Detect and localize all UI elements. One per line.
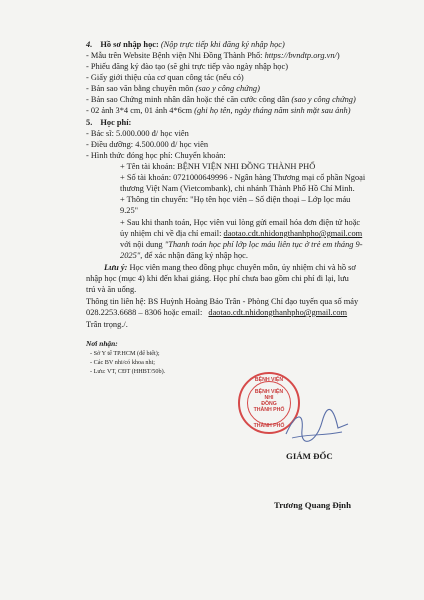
bank-account-number: + Số tài khoản: 0721000649996 - Ngân hàng Thương mại cổ phần Ngoại — [120, 173, 366, 182]
seal-center-line: BỆNH VIỆN — [254, 389, 284, 395]
list-item: - Bản sao văn bằng chuyên môn (sao y công chứng) — [86, 84, 260, 93]
recipient-item: - Các BV nhi/có khoa nhi; — [90, 359, 156, 366]
recipients-title: Nơi nhận: — [86, 339, 118, 348]
transfer-info-cont: 9.25" — [120, 206, 139, 215]
transfer-info: + Thông tin chuyển: "Họ tên học viên – Số điện thoại – Lớp lọc máu — [120, 195, 351, 204]
website-line: - Mẫu trên Website Bệnh viện Nhi Đồng Thành Phố: https://bvndtp.org.vn/) — [86, 51, 340, 60]
note-line-3: trú và ăn uống. — [86, 285, 137, 294]
list-item: - Giấy giới thiệu của cơ quan công tác (nếu có) — [86, 73, 244, 82]
closing: Trân trọng./. — [86, 320, 128, 329]
invoice-line-2: ủy nhiệm chi về địa chỉ email: daotao.cdt.nhidongthanhpho@gmail.com — [120, 229, 363, 238]
seal-ring-top: BỆNH VIỆN — [254, 377, 284, 383]
bank-account-name: + Tên tài khoản: BỆNH VIỆN NHI ĐỒNG THÀNH PHỐ — [120, 162, 316, 171]
website-link[interactable]: https://bvndtp.org.vn/ — [264, 51, 337, 60]
section-5-heading: 5. Học phí: — [86, 118, 132, 127]
list-item: - Phiếu đăng ký đào tạo (sẽ ghi trực tiếp vào ngày nhập học) — [86, 62, 288, 71]
seal-center-line: THÀNH PHỐ — [253, 407, 285, 413]
recipient-item: - Lưu: VT, CĐT (HHBT/50b). — [90, 368, 166, 375]
seal-center-line: NHI — [264, 395, 274, 401]
seal-ring-bottom: THÀNH PHỐ — [253, 423, 285, 429]
invoice-line-4: 2025", để xác nhận đăng ký nhập học. — [120, 251, 248, 260]
bank-branch: thương Việt Nam (Vietcombank), chi nhánh Thành Phố Hồ Chí Minh. — [120, 184, 355, 193]
payment-method: - Hình thức đóng học phí: Chuyển khoản: — [86, 151, 226, 160]
invoice-line-1: + Sau khi thanh toán, Học viên vui lòng gửi email hóa đơn điện tử hoặc — [120, 218, 361, 227]
invoice-email-link[interactable]: daotao.cdt.nhidongthanhpho@gmail.com — [223, 229, 363, 238]
signer-name: Trương Quang Định — [274, 500, 351, 510]
invoice-line-3: với nội dung "Thanh toán học phí lớp lọc máu liên tục ở trẻ em tháng 9- — [120, 240, 363, 249]
contact-email-link[interactable]: daotao.cdt.nhidongthanhpho@gmail.com — [208, 308, 348, 317]
handwritten-signature — [282, 404, 352, 448]
contact-line-2: 028.2253.6688 – 8306 hoặc email: daotao.cdt.nhidongthanhpho@gmail.com — [86, 308, 348, 317]
note-line-2: nhập học (mục 4) khi đến khai giảng. Học phí chưa bao gồm chi phí đi lại, lưu — [86, 274, 349, 283]
list-item: - 02 ảnh 3*4 cm, 01 ảnh 4*6cm (ghi họ tên, ngày tháng năm sinh mặt sau ảnh) — [86, 106, 351, 115]
signer-title: GIÁM ĐỐC — [286, 451, 333, 461]
fee-nurse: - Điều dưỡng: 4.500.000 đ/ học viên — [86, 140, 209, 149]
recipient-item: - Sở Y tế TP.HCM (để biết); — [90, 350, 160, 357]
seal-center-line: ĐỒNG — [261, 401, 277, 407]
list-item: - Bản sao Chứng minh nhân dân hoặc thẻ căn cước công dân (sao y công chứng) — [86, 95, 356, 104]
note-line-1: Lưu ý: Học viên mang theo đồng phục chuyên môn, ủy nhiệm chi và hồ sơ — [104, 263, 356, 272]
contact-line-1: Thông tin liên hệ: BS Huỳnh Hoàng Bảo Trân - Phòng Chỉ đạo tuyến qua số máy — [86, 297, 359, 306]
section-4-heading: 4. Hồ sơ nhập học: (Nộp trực tiếp khi đăng ký nhập học) — [86, 40, 285, 49]
fee-doctor: - Bác sĩ: 5.000.000 đ/ học viên — [86, 129, 189, 138]
